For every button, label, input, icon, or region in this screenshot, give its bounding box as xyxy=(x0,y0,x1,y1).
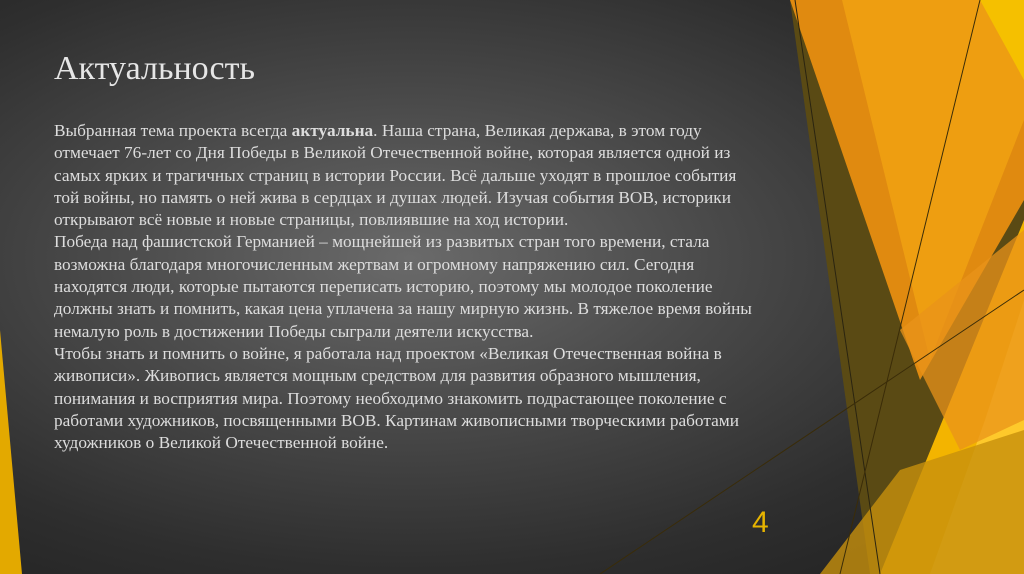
page-number: 4 xyxy=(752,506,769,539)
slide-body-text xyxy=(54,120,754,454)
bold-highlight: актуальна xyxy=(291,121,374,140)
slide-title: Актуальность xyxy=(54,50,255,87)
body-paragraph-1: Выбранная тема проекта всегда актуальна. Наша страна, Великая держава, в этом году отмечает 76-лет со Дня Победы в Великой Отечественной войне, которая является одной из самых ярких и трагичных страниц в истории России. Всё дальше уходят в прошлое события той войны, но память о ней жива в сердцах и душах людей. Изучая события ВОВ, историки открывают всё новые и новые страницы, повлиявшие на ход истории. xyxy=(54,121,737,230)
body-paragraph-3: Чтобы знать и помнить о войне, я работала над проектом «Великая Отечественная война в живописи». Живопись является мощным средством для развития образного мышления, понимания и восприятия мира. Поэтому необходимо знакомить подрастающее поколение с работами художников, посвященными ВОВ. Картинам живописными творческими работами художников о Великой Отечественной войне. xyxy=(54,343,739,453)
left-yellow-sliver xyxy=(0,330,22,574)
body-paragraph-2: Победа над фашистской Германией – мощнейшей из развитых стран того времени, стала возможна благодаря многочисленным жертвам и огромному напряжению сил. Сегодня находятся люди, которые пытаются переписать историю, поэтому мы молодое поколение должны знать и помнить, какая цена уплачена за нашу мирную жизнь. В тяжелое время войны немалую роль в достижении Победы сыграли деятели искусства. xyxy=(54,232,752,341)
